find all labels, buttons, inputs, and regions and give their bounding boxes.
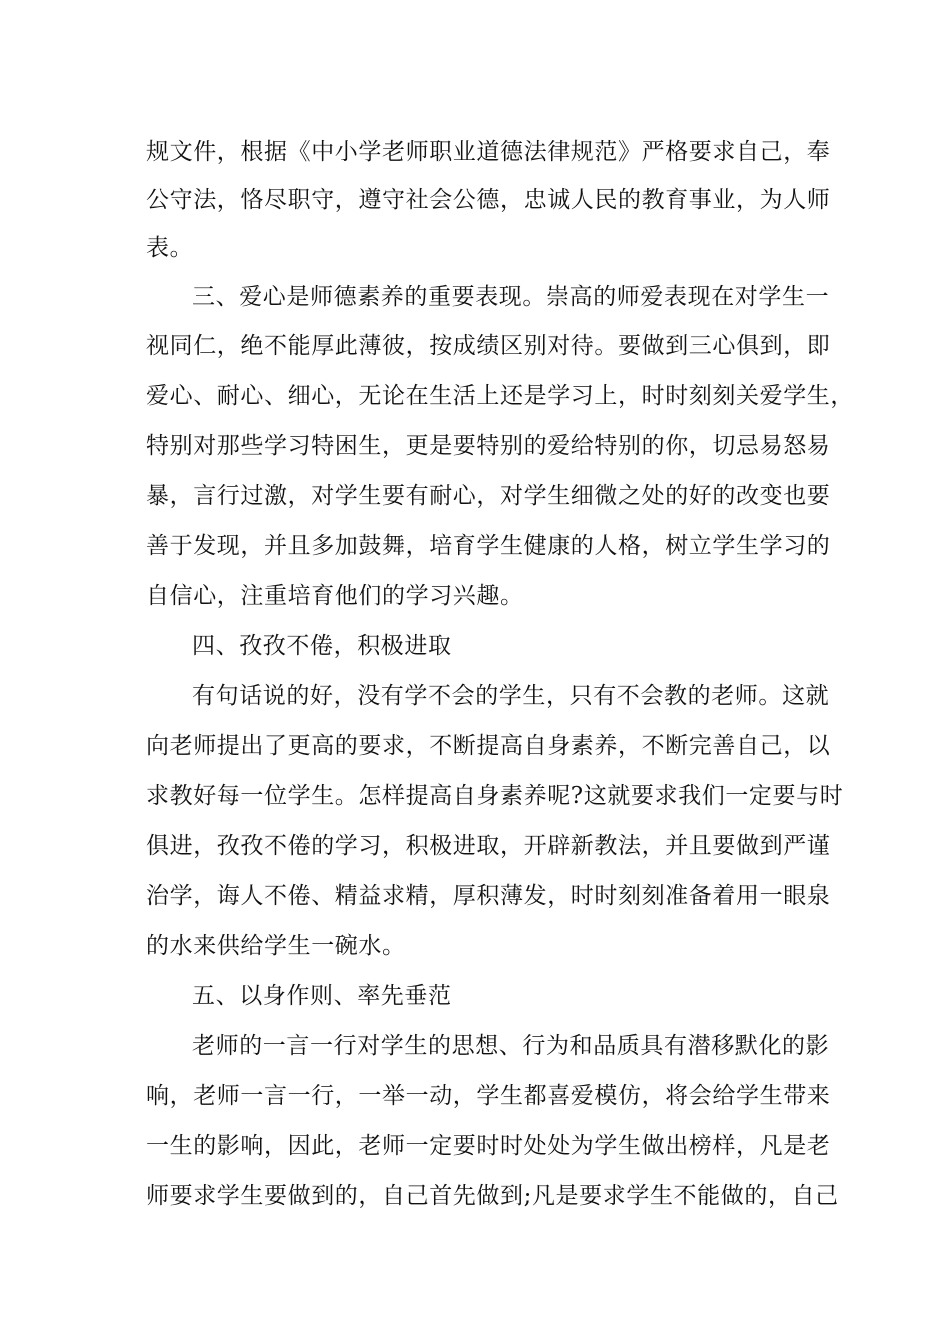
text-line: 自信心，注重培育他们的学习兴趣。: [146, 583, 524, 609]
section-heading-four: 四、孜孜不倦，积极进取: [192, 633, 452, 659]
text-line: 善于发现，并且多加鼓舞，培育学生健康的人格，树立学生学习的: [146, 533, 831, 559]
text-line: 规文件，根据《中小学老师职业道德法律规范》严格要求自己，奉: [146, 139, 831, 165]
text-line: 向老师提出了更高的要求，不断提高自身素养，不断完善自己，以: [146, 733, 831, 759]
text-line: 的水来供给学生一碗水。: [146, 933, 406, 959]
section-heading-five: 五、以身作则、率先垂范: [192, 983, 452, 1009]
text-line: 师要求学生要做到的，自己首先做到;凡是要求学生不能做的，自己: [146, 1183, 839, 1209]
text-line: 公守法，恪尽职守，遵守社会公德，忠诚人民的教育事业，为人师: [146, 187, 831, 213]
text-line: 爱心、耐心、细心，无论在生活上还是学习上，时时刻刻关爱学生，: [146, 383, 854, 409]
text-line: 治学，诲人不倦、精益求精，厚积薄发，时时刻刻准备着用一眼泉: [146, 883, 831, 909]
paragraph-first-line: 有句话说的好，没有学不会的学生，只有不会教的老师。这就: [192, 683, 830, 709]
text-line: 特别对那些学习特困生，更是要特别的爱给特别的你，切忌易怒易: [146, 433, 831, 459]
text-line: 暴，言行过激，对学生要有耐心，对学生细微之处的好的改变也要: [146, 483, 831, 509]
text-line: 响，老师一言一行，一举一动，学生都喜爱模仿，将会给学生带来: [146, 1083, 831, 1109]
text-line: 求教好每一位学生。怎样提高自身素养呢?这就要求我们一定要与时: [146, 783, 844, 809]
paragraph-heading-three: 三、爱心是师德素养的重要表现。崇高的师爱表现在对学生一: [192, 284, 830, 310]
text-line: 表。: [146, 235, 194, 261]
text-line: 视同仁，绝不能厚此薄彼，按成绩区别对待。要做到三心俱到，即: [146, 333, 831, 359]
paragraph-first-line: 老师的一言一行对学生的思想、行为和品质具有潜移默化的影: [192, 1033, 830, 1059]
text-line: 一生的影响，因此，老师一定要时时处处为学生做出榜样，凡是老: [146, 1133, 831, 1159]
text-line: 俱进，孜孜不倦的学习，积极进取，开辟新教法，并且要做到严谨: [146, 833, 831, 859]
